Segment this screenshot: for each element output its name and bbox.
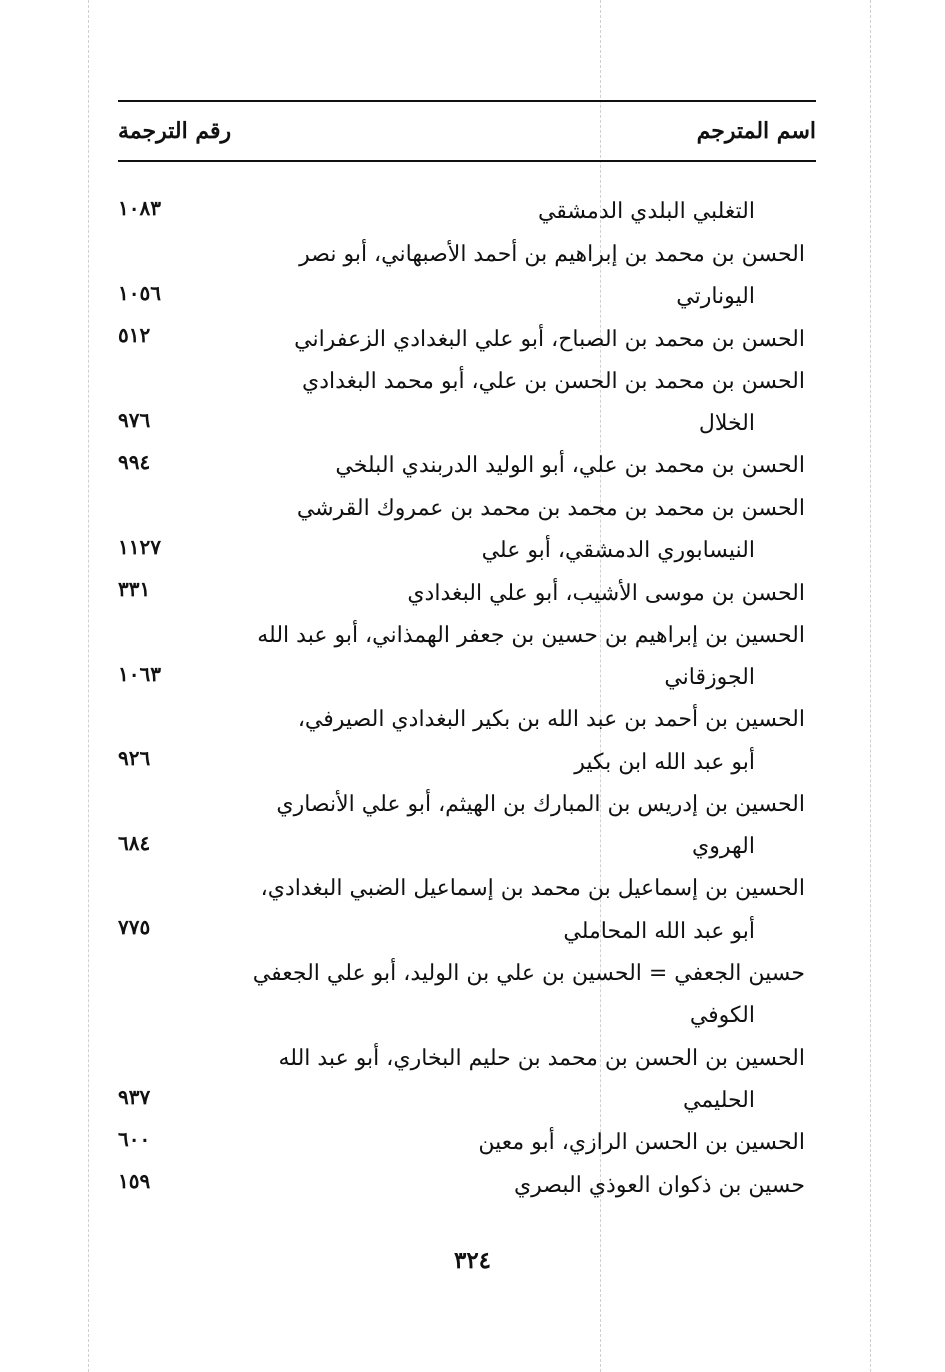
entry-line: الحسين بن أحمد بن عبد الله بن بكير البغدادي الصيرفي، — [297, 707, 805, 732]
scan-guide-line-left — [88, 0, 89, 1372]
scan-guide-line-right — [870, 0, 871, 1372]
entry-line: الحسن بن موسى الأشيب، أبو علي البغدادي — [407, 581, 805, 606]
entry-number: ٩٧٦ — [118, 408, 151, 432]
entry-number: ٦٠٠ — [118, 1127, 151, 1151]
entry-line: النيسابوري الدمشقي، أبو علي — [481, 538, 755, 563]
entry-number: ٦٨٤ — [118, 831, 151, 855]
entry-number: ١٠٥٦ — [118, 281, 161, 305]
header-name-label: اسم المترجم — [696, 118, 816, 144]
entry-line: أبو عبد الله المحاملي — [563, 919, 755, 944]
header-number-label: رقم الترجمة — [118, 118, 232, 144]
entry-line: الحسن بن محمد بن علي، أبو الوليد الدربندي البلخي — [335, 453, 805, 478]
entry-line: الحسن بن محمد بن الحسن بن علي، أبو محمد البغدادي — [301, 369, 805, 394]
entry-line: الجوزقاني — [664, 665, 755, 690]
entry-number: ١٠٦٣ — [118, 662, 161, 686]
entry-line: الحسين بن إدريس بن المبارك بن الهيثم، أبو علي الأنصاري — [276, 792, 805, 817]
entry-line: التغلبي البلدي الدمشقي — [537, 199, 755, 224]
page-number: ٣٢٤ — [453, 1247, 492, 1274]
entry-line: الحليمي — [683, 1088, 755, 1113]
entry-line: حسين بن ذكوان العوذي البصري — [513, 1173, 805, 1198]
entry-line: الحسين بن الحسن الرازي، أبو معين — [478, 1130, 805, 1155]
entry-line: الحسين بن إسماعيل بن محمد بن إسماعيل الضبي البغدادي، — [260, 876, 805, 901]
entry-line: الهروي — [692, 834, 755, 859]
entry-number: ١١٢٧ — [118, 535, 161, 559]
entry-number: ٥١٢ — [118, 323, 151, 347]
entry-line: الحسين بن إبراهيم بن حسين بن جعفر الهمذاني، أبو عبد الله — [257, 623, 805, 648]
entry-line: الحسن بن محمد بن إبراهيم بن أحمد الأصبهاني، أبو نصر — [299, 242, 805, 267]
entry-number: ١٠٨٣ — [118, 196, 161, 220]
entry-number: ٣٣١ — [118, 577, 151, 601]
entry-line: أبو عبد الله ابن بكير — [574, 750, 755, 775]
entry-number: ٧٧٥ — [118, 915, 151, 939]
entry-number: ١٥٩ — [118, 1169, 151, 1193]
entry-line: الحسين بن الحسن بن محمد بن حليم البخاري، أبو عبد الله — [278, 1046, 805, 1071]
entry-line: حسين الجعفي = الحسين بن علي بن الوليد، أبو علي الجعفي — [252, 961, 805, 986]
entry-line: الكوفي — [689, 1003, 755, 1028]
entry-line: اليونارتي — [676, 284, 755, 309]
entry-number: ٩٢٦ — [118, 746, 151, 770]
entry-number: ٩٩٤ — [118, 450, 151, 474]
entry-line: الحسن بن محمد بن الصباح، أبو علي البغدادي الزعفراني — [294, 327, 805, 352]
entry-line: الخلال — [698, 411, 755, 436]
entry-number: ٩٣٧ — [118, 1085, 151, 1109]
table-header — [118, 100, 816, 162]
entry-line: الحسن بن محمد بن محمد بن محمد بن عمروك القرشي — [296, 496, 805, 521]
